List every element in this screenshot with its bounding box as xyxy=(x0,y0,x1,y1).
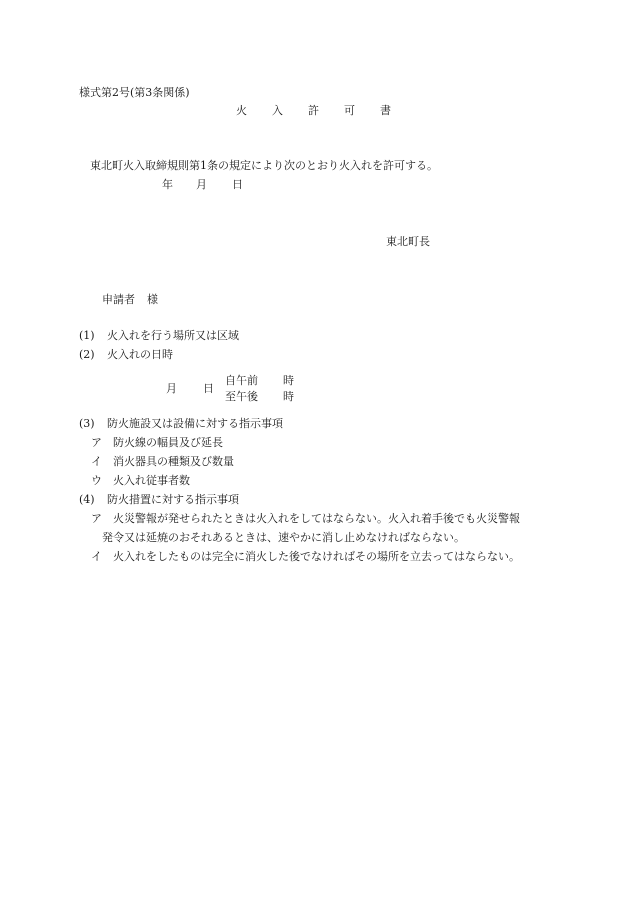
year-label: 年 xyxy=(162,178,173,191)
item-number: (2) xyxy=(79,348,95,361)
schedule-to: 至午後 xyxy=(225,390,258,403)
item-text: 火入れの日時 xyxy=(107,348,173,361)
title-char: 許 xyxy=(308,104,319,117)
item-number: (4) xyxy=(79,493,95,506)
title-char: 書 xyxy=(380,104,391,117)
title-char: 火 xyxy=(236,104,247,117)
item-number: (3) xyxy=(79,417,95,430)
sub-item-mark: ア xyxy=(91,436,102,449)
schedule-hour: 時 xyxy=(283,390,294,403)
day-label: 日 xyxy=(232,178,243,191)
sub-item-mark: イ xyxy=(91,455,102,468)
form-label: 様式第2号(第3条関係) xyxy=(79,86,190,99)
sub-item-text: 防火線の幅員及び延長 xyxy=(113,436,223,449)
title-char: 入 xyxy=(272,104,283,117)
sub-item-continuation: 発令又は延焼のおそれあるときは、速やかに消し止めなければならない。 xyxy=(102,531,465,544)
item-number: (1) xyxy=(79,329,95,342)
item-text: 防火措置に対する指示事項 xyxy=(107,493,239,506)
month-label: 月 xyxy=(196,178,207,191)
sub-item-mark: ア xyxy=(91,512,102,525)
schedule-hour: 時 xyxy=(283,374,294,387)
sub-item-text: 火入れ従事者数 xyxy=(113,474,190,487)
sub-item-text: 火災警報が発せられたときは火入れをしてはならない。火入れ着手後でも火災警報 xyxy=(113,512,520,525)
sub-item-mark: ウ xyxy=(91,474,102,487)
applicant-label: 申請者 xyxy=(102,293,135,306)
sub-item-text: 火入れをしたものは完全に消火した後でなければその場所を立去ってはならない。 xyxy=(113,550,520,563)
schedule-month: 月 xyxy=(166,382,177,395)
title-char: 可 xyxy=(344,104,355,117)
schedule-day: 日 xyxy=(203,382,214,395)
sub-item-mark: イ xyxy=(91,550,102,563)
applicant-honorific: 様 xyxy=(147,293,158,306)
schedule-from: 自午前 xyxy=(225,374,258,387)
permission-statement: 東北町火入取締規則第1条の規定により次のとおり火入れを許可する。 xyxy=(90,159,438,172)
item-text: 火入れを行う場所又は区域 xyxy=(107,329,239,342)
issuer-name: 東北町長 xyxy=(386,235,430,248)
sub-item-text: 消火器具の種類及び数量 xyxy=(113,455,234,468)
item-text: 防火施設又は設備に対する指示事項 xyxy=(107,417,283,430)
